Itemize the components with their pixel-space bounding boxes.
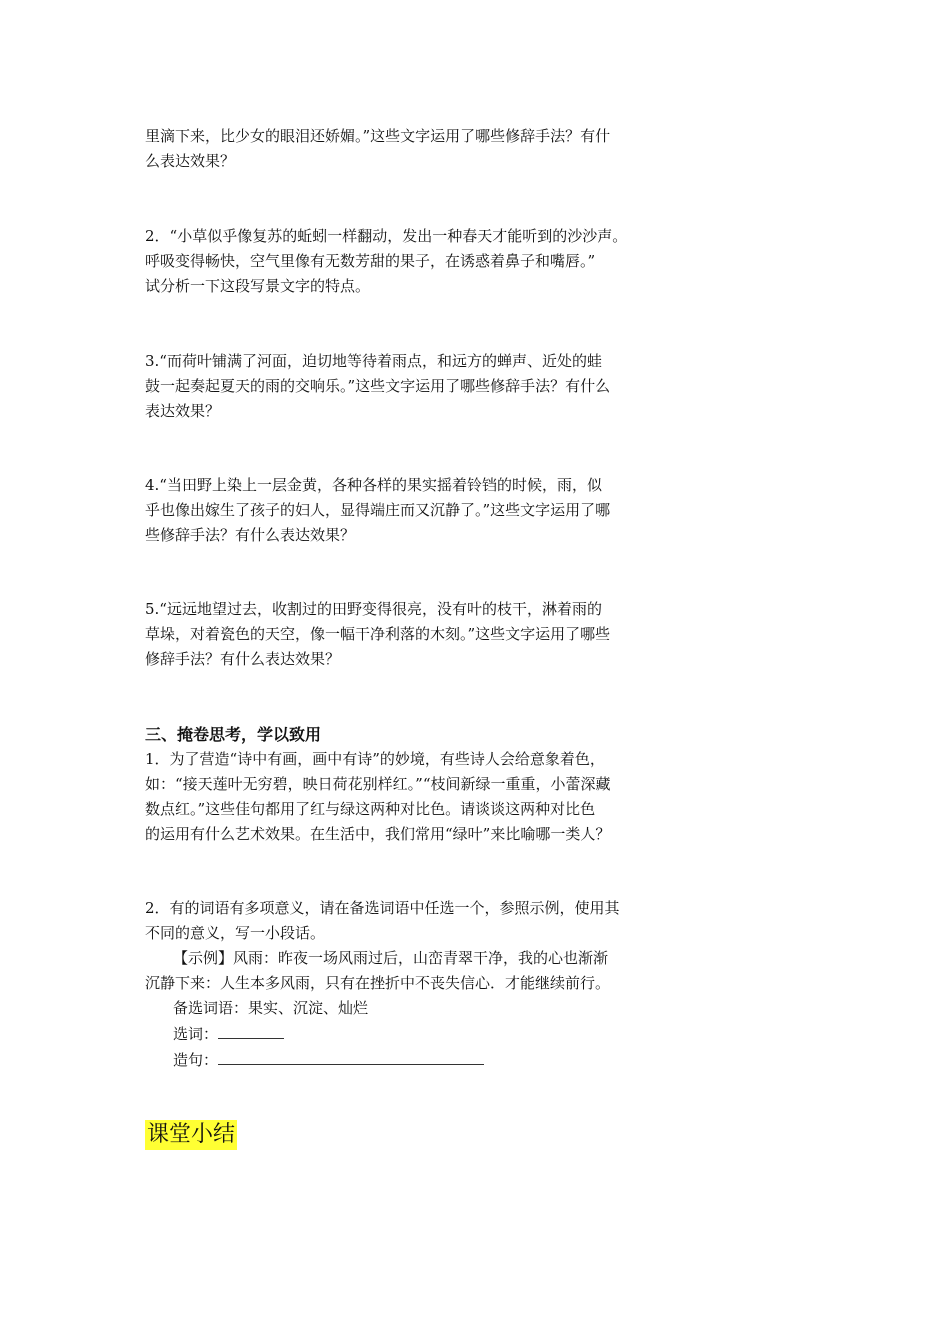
text-line: 么表达效果？ — [145, 152, 236, 170]
section-3-question-2 — [145, 896, 705, 1073]
section-3 — [145, 722, 705, 847]
text-line: 表达效果？ — [145, 402, 221, 420]
text-line: 5.“远远地望过去，收割过的田野变得很亮，没有叶的枝干，淋着雨的 — [145, 600, 602, 618]
text-line: 草垛，对着瓷色的天空，像一幅干净利落的木刻。”这些文字运用了哪些 — [145, 625, 611, 643]
text-line: 试分析一下这段写景文字的特点。 — [145, 277, 371, 295]
choose-word-line — [145, 1021, 705, 1047]
text-line: 2．“小草似乎像复苏的蚯蚓一样翻动，发出一种春天才能听到的沙沙声。 — [145, 227, 628, 245]
question-2 — [145, 224, 705, 299]
section-heading: 三、掩卷思考，学以致用 — [145, 725, 322, 744]
choose-word-blank[interactable] — [218, 1021, 284, 1039]
text-line: 里滴下来，比少女的眼泪还娇媚。”这些文字运用了哪些修辞手法？有什 — [145, 127, 611, 145]
text-line: 数点红。”这些佳句都用了红与绿这两种对比色。请谈谈这两种对比色 — [145, 800, 596, 818]
example-line: 沉静下来：人生本多风雨，只有在挫折中不丧失信心．才能继续前行。 — [145, 974, 611, 992]
question-5 — [145, 597, 705, 672]
text-line: 鼓一起奏起夏天的雨的交响乐。”这些文字运用了哪些修辞手法？有什么 — [145, 377, 611, 395]
options-line: 备选词语：果实、沉淀、灿烂 — [173, 999, 369, 1017]
text-line: 呼吸变得畅快，空气里像有无数芳甜的果子，在诱惑着鼻子和嘴唇。” — [145, 252, 596, 270]
make-sentence-blank[interactable] — [218, 1047, 484, 1065]
question-previous — [145, 124, 705, 174]
make-sentence-line — [145, 1047, 705, 1073]
choose-word-label: 选词： — [173, 1025, 219, 1043]
question-3 — [145, 349, 705, 424]
text-line: 1．为了营造“诗中有画，画中有诗”的妙境，有些诗人会给意象着色， — [145, 750, 605, 768]
question-4 — [145, 473, 705, 548]
make-sentence-label: 造句： — [173, 1051, 219, 1069]
text-line: 4.“当田野上染上一层金黄，各种各样的果实摇着铃铛的时候，雨，似 — [145, 476, 602, 494]
text-line: 不同的意义，写一小段话。 — [145, 924, 326, 942]
class-summary-heading: 课堂小结 — [145, 1120, 237, 1150]
text-line: 2．有的词语有多项意义，请在备选词语中任选一个，参照示例，使用其 — [145, 899, 620, 917]
text-line: 乎也像出嫁生了孩子的妇人，显得端庄而又沉静了。”这些文字运用了哪 — [145, 501, 611, 519]
text-line: 3.“而荷叶铺满了河面，迫切地等待着雨点，和远方的蝉声、近处的蛙 — [145, 352, 602, 370]
text-line: 些修辞手法？有什么表达效果？ — [145, 526, 356, 544]
example-line: 【示例】风雨：昨夜一场风雨过后，山峦青翠干净，我的心也渐渐 — [173, 949, 609, 967]
text-line: 的运用有什么艺术效果。在生活中，我们常用“绿叶”来比喻哪一类人？ — [145, 825, 611, 843]
text-line: 修辞手法？有什么表达效果？ — [145, 650, 341, 668]
text-line: 如：“接天莲叶无穷碧，映日荷花别样红。”“枝间新绿一重重，小蕾深藏 — [145, 775, 611, 793]
